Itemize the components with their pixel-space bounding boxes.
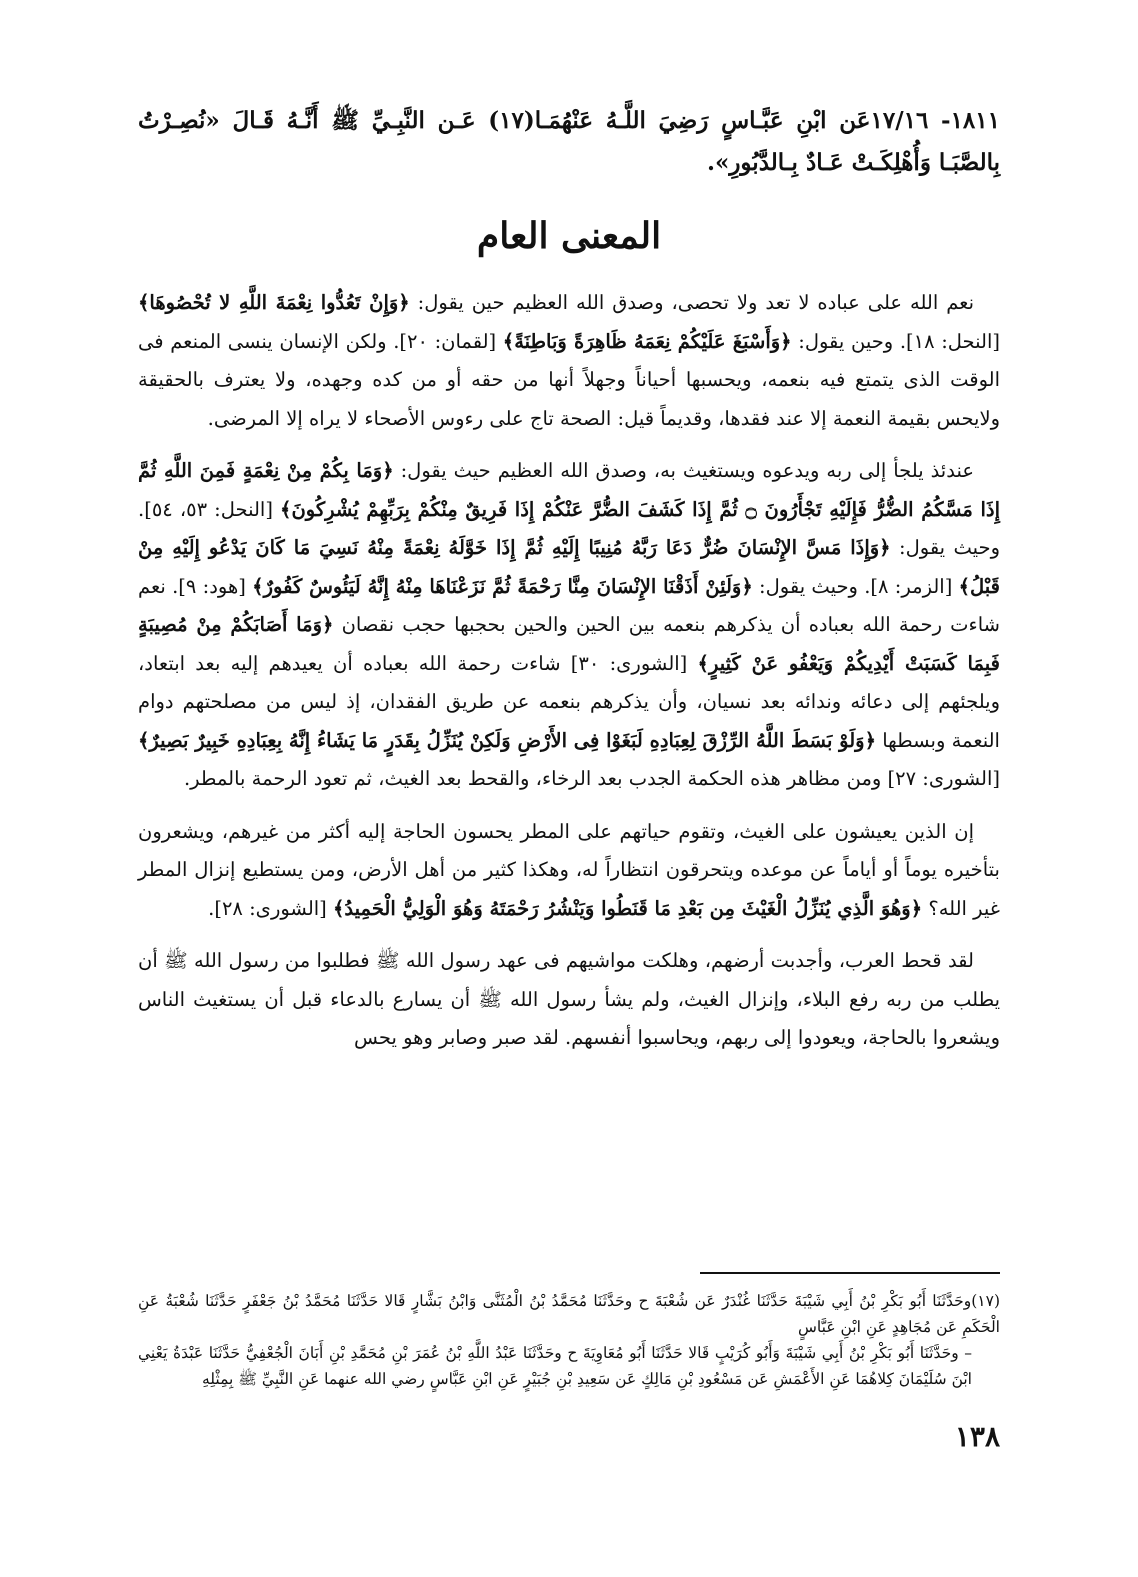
text-run: [النحل: ٥٣، ٥٤]. وحيث يقول: [138,497,1000,559]
paragraph-4 [138,942,1000,1058]
quran-quote: ﴿وَهُوَ الَّذِي يُنَزِّلُ الْغَيْثَ مِن بَعْدِ مَا قَنَطُوا وَيَنْشُرُ رَحْمَتَهُ وَهُوَ الْوَلِيُّ الْحَمِيدُ﴾ [333,896,923,920]
footnotes [138,1288,1000,1392]
footnote-1: (١٧)وحَدَّثَنَا أَبُو بَكْرِ بْنُ أَبِي شَيْبَةَ حَدَّثَنَا غُنْدَرٌ عَن شُعْبَةَ ح وحَدَّثَنَا مُحَمَّدُ بْنُ الْمُثَنَّى وَابْنُ بَشَّارٍ قَالا حَدَّثَنَا مُحَمَّدُ بْنُ جَعْفَرٍ حَدَّثَنَا شُعْبَةُ عَنِ الْحَكَمِ عَن مُجَاهِدٍ عَنِ ابْنِ عَبَّاسٍ [138,1292,1000,1336]
paragraph-3 [138,813,1000,929]
quran-quote: ﴿وَلَئِنْ أَذَقْنَا الإِنْسَانَ مِنَّا رَحْمَةً ثُمَّ نَزَعْنَاهَا مِنْهُ إِنَّهُ لَيَئُوسٌ كَفُورٌ﴾ [252,574,753,598]
text-run: [الشورى: ٢٨]. [208,896,333,920]
quran-quote: ﴿وَمَا أَصَابَكُمْ مِنْ مُصِيبَةٍ فَبِمَا كَسَبَتْ أَيْدِيكُمْ وَيَعْفُو عَنْ كَثِيرٍ﴾ [138,613,1000,675]
quran-quote: ﴿وَلَوْ بَسَطَ اللَّهُ الرِّزْقَ لِعِبَادِهِ لَبَغَوْا فِى الأَرْضِ وَلَكِنْ يُنَزِّلُ بِقَدَرٍ مَا يَشَاءُ إِنَّهُ بِعِبَادِهِ خَبِيرٌ بَصِيرٌ﴾ [138,728,877,752]
quran-quote: ﴿وَمَا بِكُمْ مِنْ نِعْمَةٍ فَمِنَ اللَّهِ ثُمَّ إِذَا مَسَّكُمُ الضُّرُّ فَإِلَيْهِ تَجْأَرُونَ ۝ ثُمَّ إِذَا كَشَفَ الضُّرَّ عَنْكُمْ إِذَا فَرِيقٌ مِنْكُمْ بِرَبِّهِمْ يُشْرِكُونَ﴾ [138,459,1000,521]
text-run: [الشورى: ٣٠] شاءت رحمة الله بعباده أن يعيدهم إليه بعد ابتعاد، ويلجئهم إلى دعائه وندائه بعد نسيان، وأن يذكرهم بنعمه عن طريق الفقدان، إذ ليس من مصلحتهم دوام النعمة وبسطها [138,651,1000,752]
hadith-text [138,100,1000,184]
main-content [138,100,1000,1072]
text-run: نعم الله على عباده لا تعد ولا تحصى، وصدق الله العظيم حين يقول: [409,291,975,314]
text-run: [هود: ٩]. نعم شاءت رحمة الله بعباده أن يذكرهم بنعمه بين الحين والحين بحجبها حجب نقصان [138,574,1000,636]
footnote-divider [700,1272,1000,1274]
quran-quote: ﴿وَإِذَا مَسَّ الإِنْسَانَ ضُرٌّ دَعَا رَبَّهُ مُنِيبًا إِلَيْهِ ثُمَّ إِذَا خَوَّلَهُ نِعْمَةً مِنْهُ نَسِيَ مَا كَانَ يَدْعُو إِلَيْهِ مِنْ قَبْلُ﴾ [138,536,1000,598]
section-title: المعنى العام [476,215,662,257]
text-run: [الشورى: ٢٧] ومن مظاهر هذه الحكمة الجدب بعد الرخاء، والقحط بعد الغيث، ثم تعود الرحمة بالمطر. [183,767,1000,790]
footnote-2: – وحَدَّثَنَا أَبُو بَكْرِ بْنُ أَبِي شَيْبَةَ وَأَبُو كُرَيْبٍ قَالا حَدَّثَنَا أَبُو مُعَاوِيَةَ ح وحَدَّثَنَا عَبْدُ اللَّهِ بْنُ عُمَرَ بْنِ مُحَمَّدِ بْنِ أَبَانَ الْجُعْفِيُّ حَدَّثَنَا عَبْدَةُ يَعْنِي ابْنَ سُلَيْمَانَ كِلاهُمَا عَنِ الأَعْمَشِ عَن مَسْعُودِ بْنِ مَالِكٍ عَن سَعِيدِ بْنِ جُبَيْرٍ عَنِ ابْنِ عَبَّاسٍ رضي الله عنهما عَنِ النَّبِيِّ ﷺ بِمِثْلِهِ [138,1344,972,1388]
quran-quote: ﴿وَأَسْبَغَ عَلَيْكُمْ نِعَمَهُ ظَاهِرَةً وَبَاطِنَةً﴾ [502,329,792,353]
hadith-body: عَن ابْنِ عَبَّـاسٍ رَضِيَ اللَّـهُ عَنْهُمَـا(١٧) عَـن النَّبِـيِّ ﷺ أَنَّـهُ قَـالَ «نُصِـرْتُ بِالصَّبَـا وَأُهْلِكَـتْ عَـادٌ بِـالدَّبُورِ». [138,107,1000,176]
text-run: عندئذ يلجأ إلى ربه ويدعوه ويستغيث به، وصدق الله العظيم حيث يقول: [393,459,974,482]
paragraph-2 [138,452,1000,799]
text-run: إن الذين يعيشون على الغيث، وتقوم حياتهم على المطر يحسون الحاجة إليه أكثر من غيرهم، ويشعرون بتأخيره يوماً أو أياماً عن موعده ويتحرقون انتظاراً له، وهكذا كثير من أهل الأرض، ومن يستطيع إنزال المطر غير الله؟ [138,819,1000,920]
text-run: [النحل: ١٨]. وحين يقول: [791,329,1000,353]
text-run: لقد قحط العرب، وأجدبت أرضهم، وهلكت مواشيهم فى عهد رسول الله ﷺ فطلبوا من رسول الله ﷺ أن يطلب من ربه رفع البلاء، وإنزال الغيث، ولم يشأ رسول الله ﷺ أن يسارع بالدعاء قبل أن يستغيث الناس ويشعروا بالحاجة، ويعودوا إلى ربهم، ويحاسبوا أنفسهم. لقد صبر وصابر وهو يحس [138,949,1000,1049]
paragraph-1 [138,284,1000,438]
quran-quote: ﴿وَإِنْ تَعُدُّوا نِعْمَةَ اللَّهِ لا تُحْصُوهَا﴾ [138,291,410,314]
hadith-number: ١٨١١- ١٧/١٦ [870,107,1000,134]
page-number: ١٣٨ [954,1420,1000,1453]
text-run: [لقمان: ٢٠]. ولكن الإنسان ينسى المنعم فى الوقت الذى يتمتع فيه بنعمه، ويحسبها أحياناً وجهلاً أنها من حقه أو من كده وجهده، ولا يعترف بالحقيقة ولايحس بقيمة النعمة إلا عند فقدها، وقديماً قيل: الصحة تاج على رءوس الأصحاء لا يراه إلا المرضى. [138,329,1000,430]
text-run: [الزمر: ٨]. وحيث يقول: [752,574,959,598]
